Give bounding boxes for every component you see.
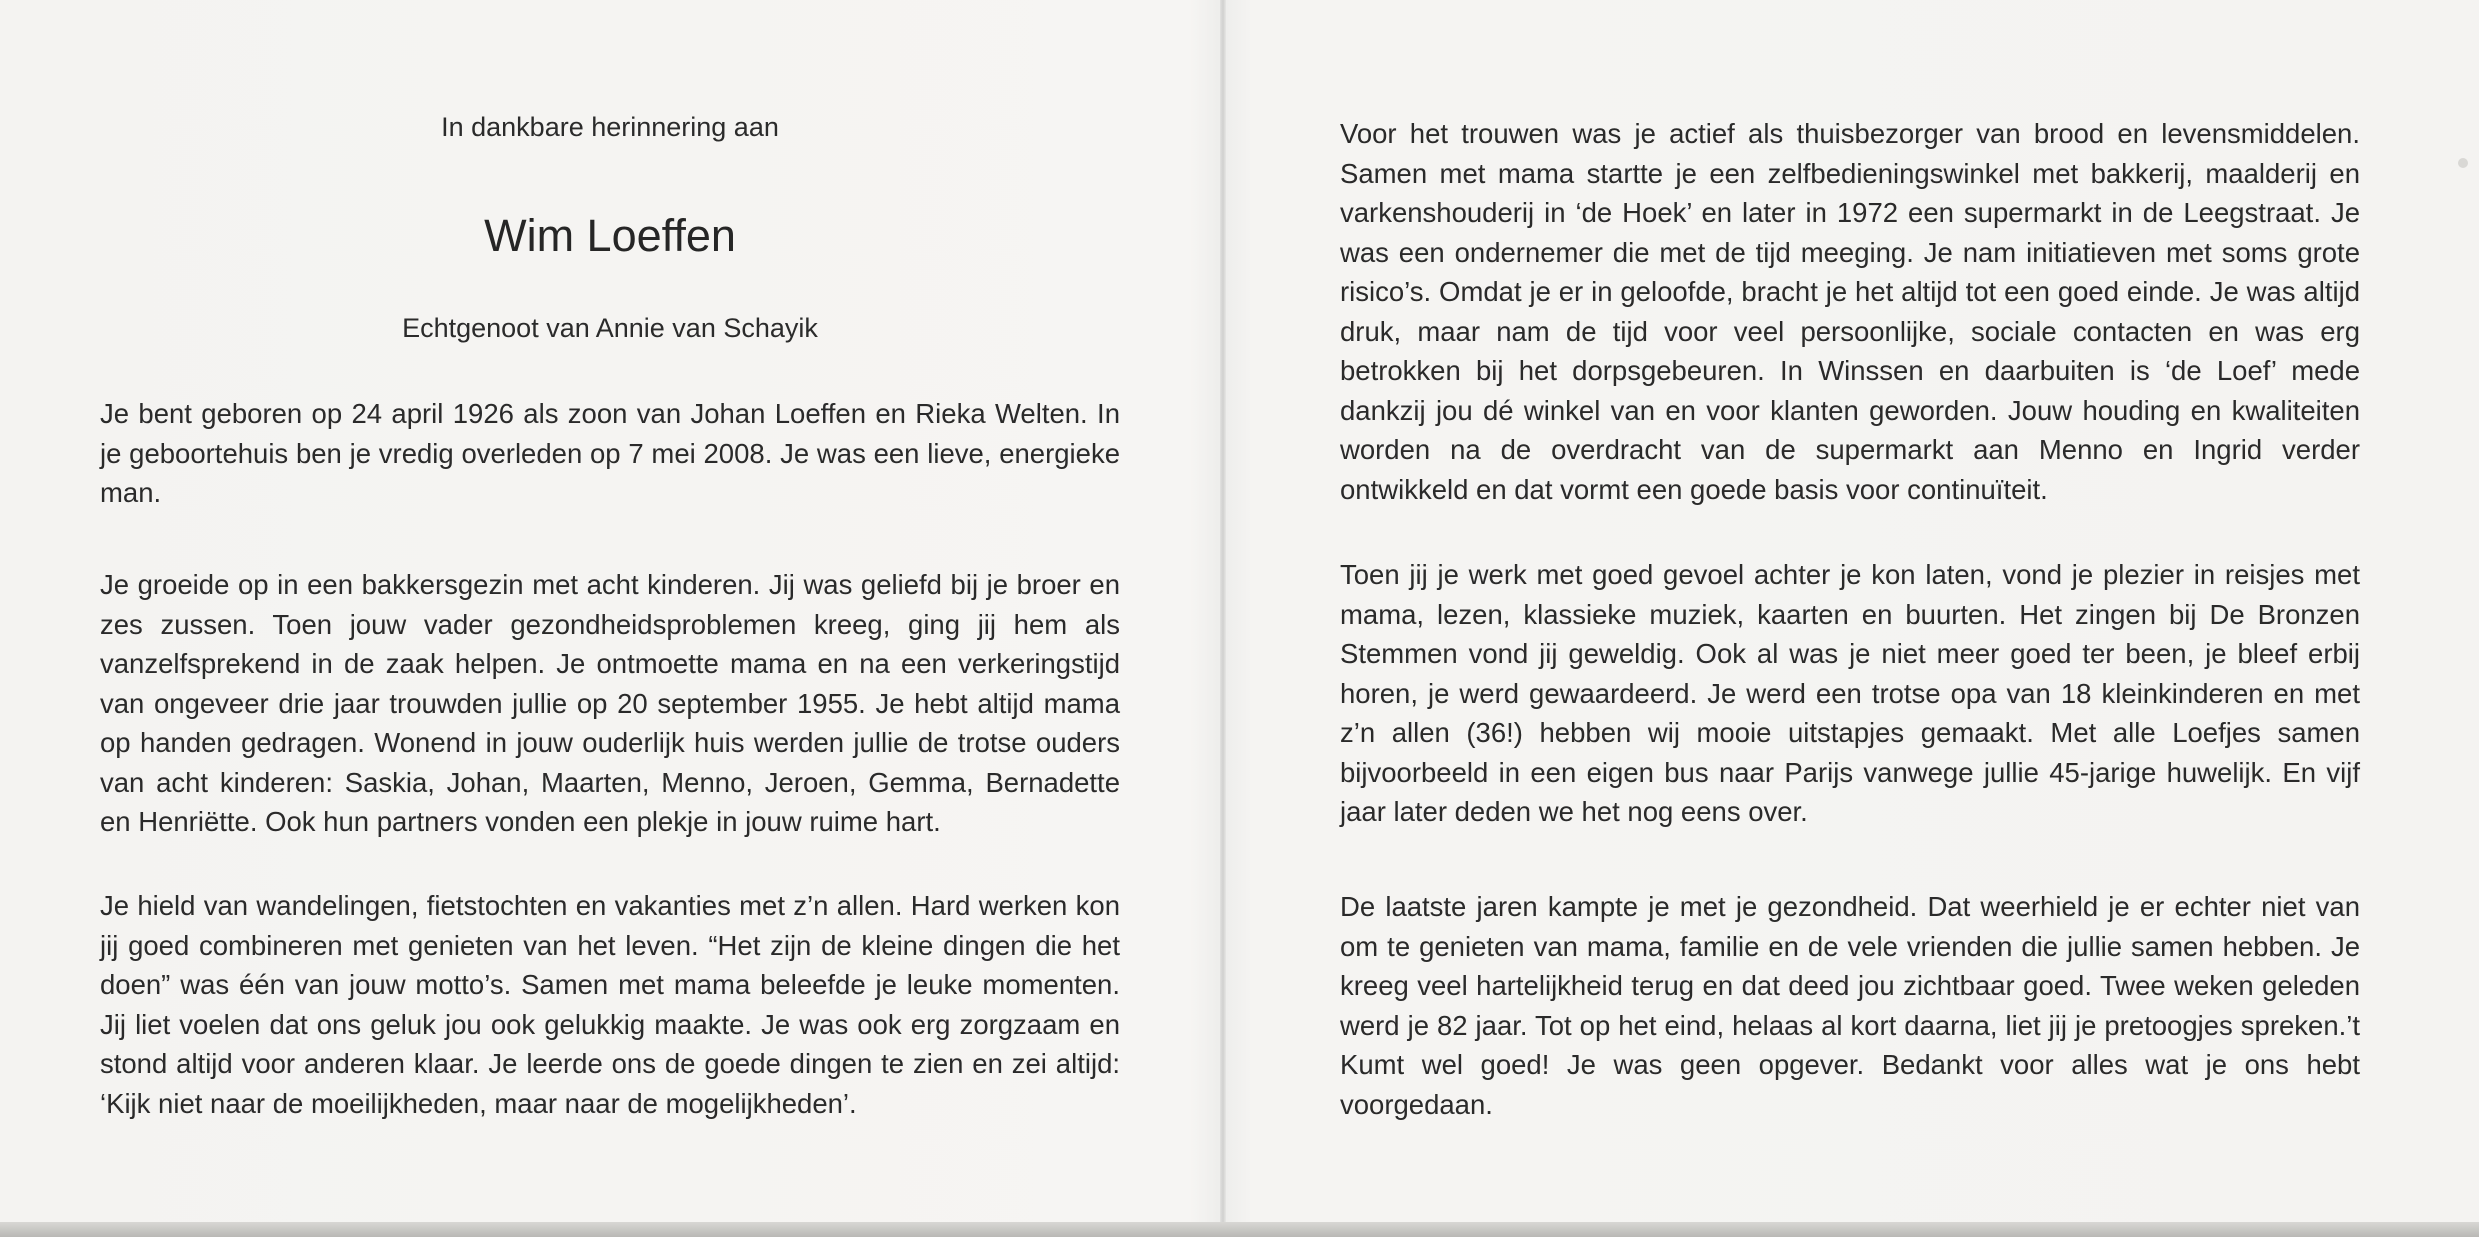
memorial-kicker: In dankbare herinnering aan bbox=[441, 112, 779, 142]
paragraph-family: Je groeide op in een bakkersgezin met acht kinderen. Jij was geliefd bij je broer en zes zussen. Toen jouw vader gezondheidsproblemen kreeg, ging jij hem als vanzelfsprekend in de zaak helpen. Je ontmoette mama en na een verkeringstijd van ongeveer drie jaar trouwden jullie op 20 september 1955. Je hebt altijd mama op handen gedragen. Wonend in jouw ouderlijk huis werden jullie de trotse ouders van acht kinderen: Saskia, Johan, Maarten, Menno, Jeroen, Gemma, Bernadette en Henriëtte. Ook hun partners vonden een plekje in jouw ruime hart. bbox=[100, 569, 1120, 837]
spouse-line: Echtgenoot van Annie van Schayik bbox=[402, 313, 818, 343]
paper-mark bbox=[2458, 158, 2468, 168]
card-bottom-edge bbox=[0, 1222, 2479, 1237]
paragraph-career: Voor het trouwen was je actief als thuisbezorger van brood en levensmiddelen. Samen met mama startte je een zelfbedieningswinkel met bakkerij, maalderij en varkenshouderij in ‘de Hoek’ en later in 1972 een supermarkt in de Leegstraat. Je was een ondernemer die met de tijd meeging. Je nam initiatieven met soms grote risico’s. Omdat je er in geloofde, bracht je het altijd tot een goed einde. Je was altijd druk, maar nam de tijd voor veel persoonlijke, sociale contacten en was erg betrokken bij het dorpsgebeuren. In Winssen en daarbuiten is ‘de Loef’ mede dankzij jou dé winkel van en voor klanten geworden. Jouw houding en kwaliteiten worden na de overdracht van de supermarkt aan Menno en Ingrid verder ontwikkeld en dat vormt een goede basis voor continuïteit. bbox=[1340, 118, 2360, 505]
paragraph-final-years: De laatste jaren kampte je met je gezondheid. Dat weerhield je er echter niet van om te genieten van mama, familie en de vele vrienden die jullie samen hebben. Je kreeg veel hartelijkheid terug en dat deed jou zichtbaar goed. Twee weken geleden werd je 82 jaar. Tot op het eind, helaas al kort daarna, liet jij je pretoogjes spreken.’t Kumt wel goed! Je was geen opgever. Bedankt voor alles wat je ons hebt voorgedaan. bbox=[1340, 891, 2360, 1120]
deceased-name: Wim Loeffen bbox=[484, 210, 736, 261]
card-fold bbox=[1220, 0, 1226, 1237]
paragraph-character: Je hield van wandelingen, fietstochten en vakanties met z’n allen. Hard werken kon jij goed combineren met genieten van het leven. “Het zijn de kleine dingen die het doen” was één van jouw motto’s. Samen met mama beleefde je leuke momenten. Jij liet voelen dat ons geluk jou ook gelukkig maakte. Je was ook erg zorgzaam en stond altijd voor anderen klaar. Je leerde ons de goede dingen te zien en zei altijd: ‘Kijk niet naar de moeilijkheden, maar naar de mogelijkheden’. bbox=[100, 890, 1120, 1119]
paragraph-retirement: Toen jij je werk met goed gevoel achter je kon laten, vond je plezier in reisjes met mama, lezen, klassieke muziek, kaarten en buurten. Het zingen bij De Bronzen Stemmen vond jij geweldig. Ook al was je niet meer goed ter been, je bleef erbij horen, je werd gewaardeerd. Je werd een trotse opa van 18 kleinkinderen en met z’n allen (36!) hebben wij mooie uitstapjes gemaakt. Met alle Loefjes samen bijvoorbeeld in een eigen bus naar Parijs vanwege jullie 45-jarige huwelijk. En vijf jaar later deden we het nog eens over. bbox=[1340, 559, 2360, 827]
paragraph-birth: Je bent geboren op 24 april 1926 als zoon van Johan Loeffen en Rieka Welten. In je geboortehuis ben je vredig overleden op 7 mei 2008. Je was een lieve, energieke man. bbox=[100, 398, 1120, 508]
